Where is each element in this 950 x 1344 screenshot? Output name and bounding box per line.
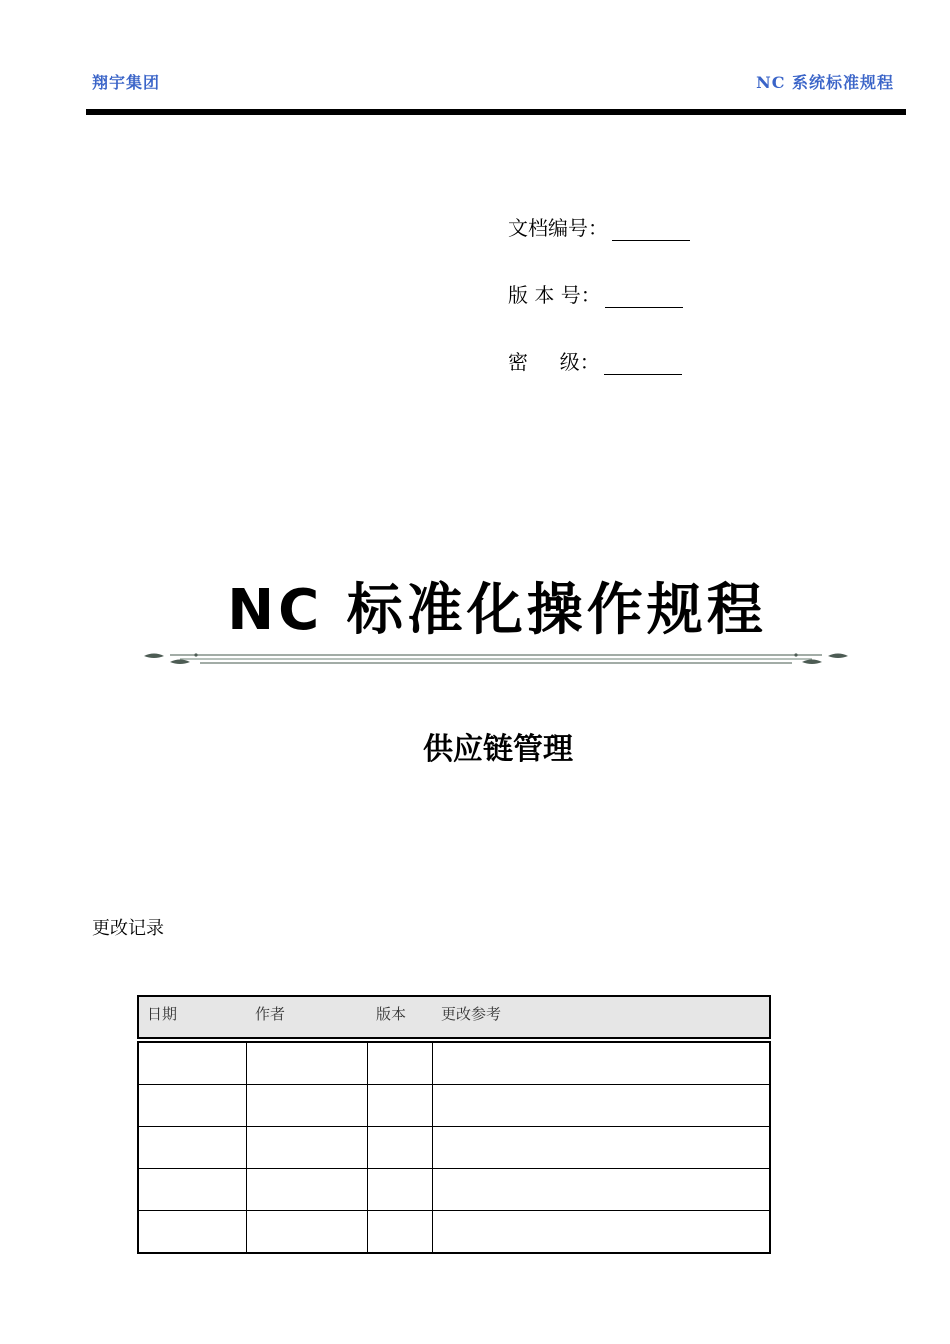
column-header-version: 版本 (376, 1005, 407, 1023)
header-doc-series: NC 系统标准规程 (756, 73, 894, 92)
meta-version (508, 279, 683, 308)
cell-date (138, 1169, 246, 1211)
cell-reference (432, 1211, 770, 1254)
cell-version (367, 1085, 432, 1127)
meta-blank-field (612, 222, 690, 241)
cell-author (246, 1127, 367, 1169)
cell-version (367, 1127, 432, 1169)
change-log-header (137, 995, 771, 1039)
meta-label: 文档编号： (508, 216, 608, 240)
meta-blank-field (605, 289, 683, 308)
table-row (138, 1042, 770, 1085)
column-header-date: 日期 (147, 1005, 178, 1023)
document-title: NC 标准化操作规程 (227, 578, 767, 643)
change-log-table (137, 1041, 771, 1254)
column-header-reference: 更改参考 (441, 1005, 502, 1023)
cell-date (138, 1127, 246, 1169)
meta-security-level (508, 346, 682, 375)
cell-date (138, 1211, 246, 1254)
meta-label: 密 级： (508, 350, 600, 374)
table-row (138, 1085, 770, 1127)
ornament-divider-icon (140, 646, 852, 672)
cell-reference (432, 1127, 770, 1169)
cell-version (367, 1042, 432, 1085)
cell-date (138, 1085, 246, 1127)
cell-version (367, 1211, 432, 1254)
cell-author (246, 1085, 367, 1127)
cell-date (138, 1042, 246, 1085)
cell-reference (432, 1042, 770, 1085)
meta-label: 版 本 号： (508, 283, 601, 307)
header-company: 翔宇集团 (92, 73, 161, 92)
table-row (138, 1211, 770, 1254)
table-row (138, 1127, 770, 1169)
cell-author (246, 1169, 367, 1211)
header-rule (86, 109, 906, 115)
cell-reference (432, 1169, 770, 1211)
column-header-author: 作者 (255, 1005, 286, 1023)
meta-blank-field (604, 356, 682, 375)
document-subtitle: 供应链管理 (423, 732, 573, 767)
cell-reference (432, 1085, 770, 1127)
table-row (138, 1169, 770, 1211)
cell-author (246, 1211, 367, 1254)
cell-version (367, 1169, 432, 1211)
meta-doc-number (508, 212, 690, 241)
cell-author (246, 1042, 367, 1085)
change-log-label: 更改记录 (92, 918, 164, 939)
